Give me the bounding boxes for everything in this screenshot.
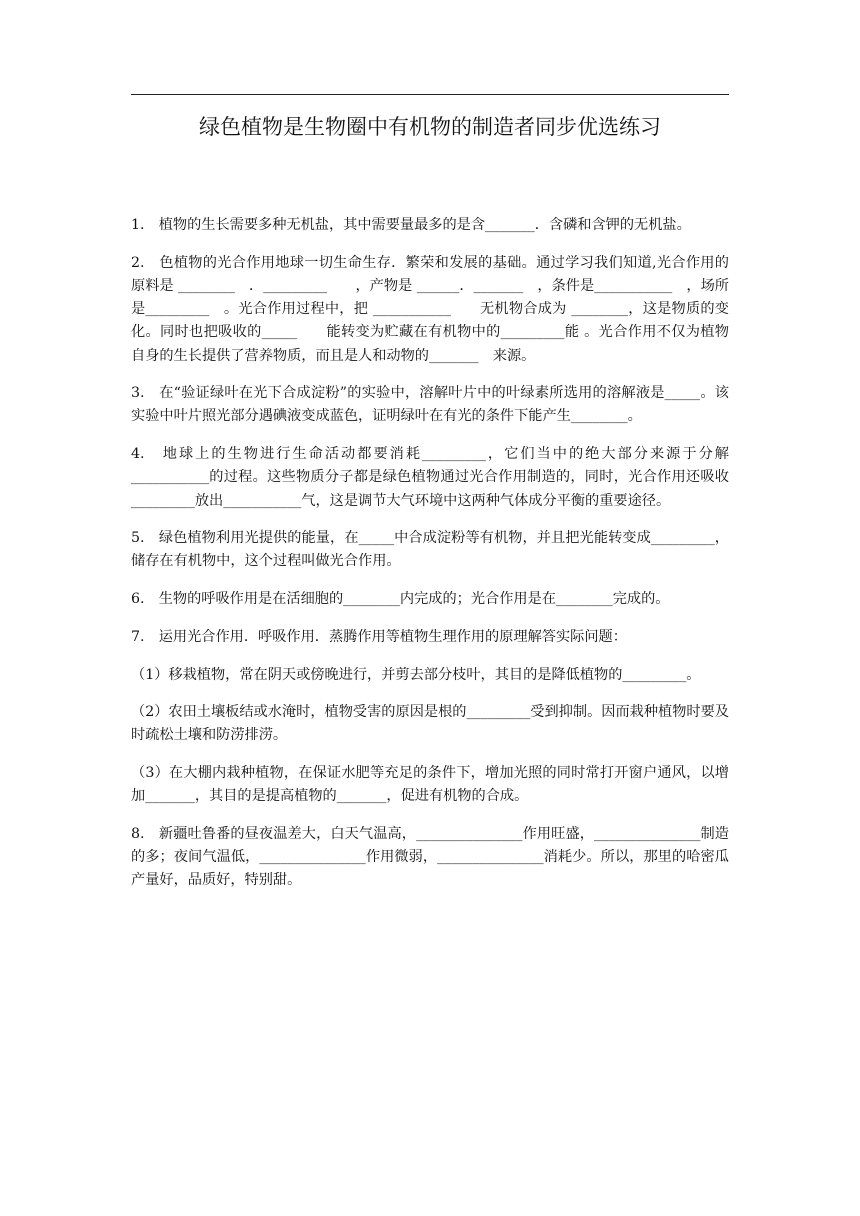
question-5: 5. 绿色植物利用光提供的能量，在_____中合成淀粉等有机物，并且把光能转变成_________，储存在有机物中，这个过程叫做光合作用。	[131, 530, 729, 570]
exercise-content	[131, 214, 729, 907]
question-3: 3. 在“验证绿叶在光下合成淀粉”的实验中，溶解叶片中的叶绿素所选用的溶解液是_____。该实验中叶片照光部分遇碘液变成蓝色，证明绿叶在有光的条件下能产生________。	[131, 385, 729, 425]
header-rule	[131, 94, 729, 95]
question-7-part-2: （2）农田土壤板结或水淹时，植物受害的原因是根的_________受到抑制。因而栽种植物时要及时疏松土壤和防涝排涝。	[131, 704, 729, 744]
question-8: 8. 新疆吐鲁番的昼夜温差大，白天气温高，_______________作用旺盛，_______________制造的多；夜间气温低，_______________作用微弱，_______________消耗少。所以，那里的哈密瓜产量好，品质好，特别甜。	[131, 826, 729, 889]
question-4: 4. 地球上的生物进行生命活动都要消耗_________，它们当中的绝大部分来源于分解___________的过程。这些物质分子都是绿色植物通过光合作用制造的，同时，光合作用还吸收_________放出___________气，这是调节大气环境中这两种气体成分平衡的重要途径。	[131, 446, 729, 509]
question-2: 2. 色植物的光合作用地球一切生命生存．繁荣和发展的基础。通过学习我们知道,光合作用的原料是 ________ ．_________ ，产物是 ______．_______ ，条件是___________ ，场所是_________ 。光合作用过程中，把 ___________ 无机物合成为 ________，这是物质的变化。同时也把吸收的_____ 能转变为贮藏在有机物中的_________能 。光合作用不仅为植物自身的生长提供了营养物质，而且是人和动物的_______ 来源。	[131, 254, 729, 364]
question-7: 7. 运用光合作用．呼吸作用．蒸腾作用等植物生理作用的原理解答实际问题：	[131, 628, 627, 645]
question-7-part-3: （3）在大棚内栽种植物，在保证水肥等充足的条件下，增加光照的同时常打开窗户通风，以增加_______，其目的是提高植物的_______，促进有机物的合成。	[131, 765, 729, 805]
question-7-part-1: （1）移栽植物，常在阴天或傍晚进行，并剪去部分枝叶，其目的是降低植物的_________。	[131, 666, 701, 683]
question-1: 1. 植物的生长需要多种无机盐，其中需要量最多的是含_______．含磷和含钾的无机盐。	[131, 217, 691, 233]
question-6: 6. 生物的呼吸作用是在活细胞的________内完成的；光合作用是在________完成的。	[131, 591, 670, 608]
page-title: 绿色植物是生物圈中有机物的制造者同步优选练习	[199, 115, 661, 139]
